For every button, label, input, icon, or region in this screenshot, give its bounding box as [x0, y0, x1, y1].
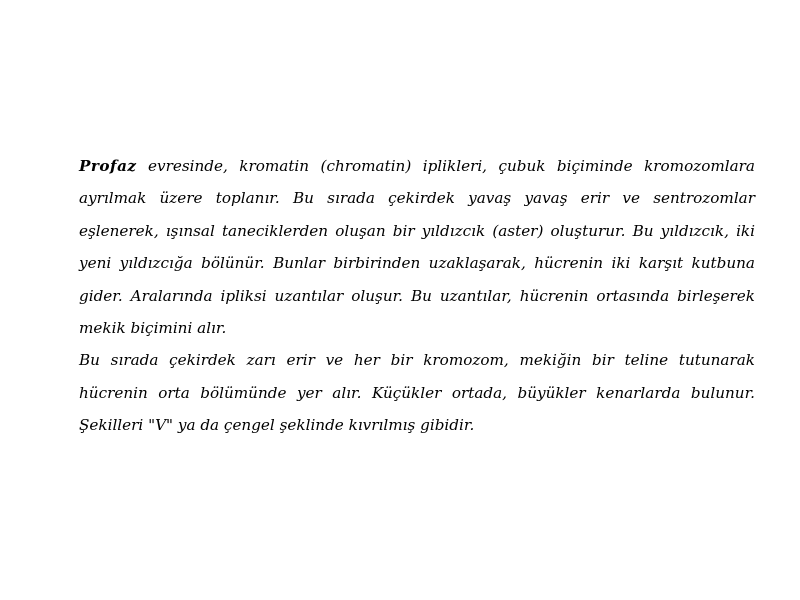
document-body [79, 150, 755, 442]
paragraph-1-text: evresinde, kromatin (chromatin) iplikleri, çubuk biçiminde kromozomlara ayrılmak üzere toplanır. Bu sırada çekirdek yavaş yavaş erir ve sentrozomlar eşlenerek, ışınsal taneciklerden oluşan bir yıldızcık (aster) oluşturur. Bu yıldızcık, iki yeni yıldızcığa bölünür. Bunlar birbirinden uzaklaşarak, hücrenin iki karşıt kutbuna gider. Aralarında ipliksi uzantılar oluşur. Bu uzantılar, hücrenin ortasında birleşerek mekik biçimini alır. [79, 157, 755, 338]
paragraph-chromosome-alignment [79, 344, 755, 441]
lead-term-profaz: Profaz [79, 157, 137, 175]
paragraph-2-text: Bu sırada çekirdek zarı erir ve her bir kromozom, mekiğin bir teline tutunarak hücrenin orta bölümünde yer alır. Küçükler ortada, büyükler kenarlarda bulunur. Şekilleri "V" ya da çengel şeklinde kıvrılmış gibidir. [79, 351, 755, 435]
paragraph-prophase-intro [79, 150, 755, 344]
